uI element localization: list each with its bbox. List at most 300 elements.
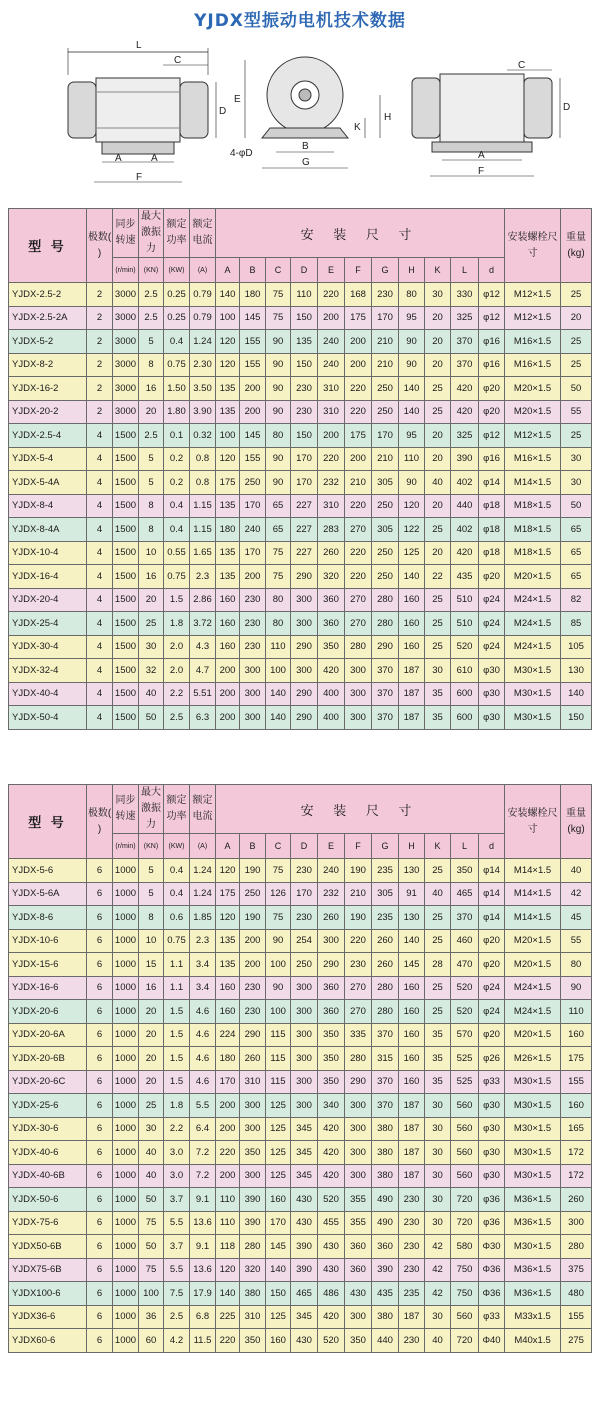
table-cell: 2.30	[190, 353, 216, 377]
table-cell: 20	[425, 494, 451, 518]
table-cell: 390	[372, 1258, 399, 1282]
table-cell: 280	[372, 588, 399, 612]
table-cell: φ20	[479, 1023, 505, 1047]
table-cell: 420	[318, 659, 345, 683]
table-cell: 42	[561, 882, 592, 906]
table-cell: 125	[399, 541, 425, 565]
header-rated-current: 额定电流	[190, 209, 216, 258]
dim-col-B: B	[240, 834, 266, 859]
table-cell: 90	[266, 400, 291, 424]
table-row	[9, 859, 592, 883]
table-cell: 150	[561, 706, 592, 730]
model-cell: YJDX-25-6	[9, 1094, 87, 1118]
table-cell: 300	[291, 1000, 318, 1024]
table-cell: M24×1.5	[505, 588, 561, 612]
table-cell: M20×1.5	[505, 565, 561, 589]
dim-E-label: E	[234, 94, 241, 105]
table-cell: M30×1.5	[505, 706, 561, 730]
table-cell: M20×1.5	[505, 953, 561, 977]
table-cell: 20	[425, 424, 451, 448]
table-cell: 8	[139, 353, 164, 377]
table-cell: 224	[216, 1023, 240, 1047]
table-cell: 5	[139, 859, 164, 883]
table-cell: 370	[372, 659, 399, 683]
table-cell: 4	[87, 612, 113, 636]
table-cell: φ24	[479, 588, 505, 612]
table-cell: 6.8	[190, 1305, 216, 1329]
table-cell: 300	[345, 706, 372, 730]
page-title: YJDX型振动电机技术数据	[194, 11, 406, 31]
table-cell: 260	[561, 1188, 592, 1212]
table-cell: 3000	[113, 353, 139, 377]
table-cell: 16	[139, 976, 164, 1000]
table-row	[9, 682, 592, 706]
table-cell: 460	[451, 929, 479, 953]
table-cell: φ20	[479, 400, 505, 424]
table-cell: 5.5	[164, 1211, 190, 1235]
table-cell: 30	[425, 1141, 451, 1165]
table-cell: 16	[139, 377, 164, 401]
table-cell: 60	[139, 1329, 164, 1353]
table-cell: 190	[345, 859, 372, 883]
table-cell: 4	[87, 471, 113, 495]
table-cell: φ30	[479, 1117, 505, 1141]
table-cell: 390	[291, 1258, 318, 1282]
table-cell: 16	[139, 565, 164, 589]
table-cell: 1000	[113, 1023, 139, 1047]
table-cell: 160	[399, 1000, 425, 1024]
table-cell: 560	[451, 1094, 479, 1118]
table-cell: 125	[266, 1094, 291, 1118]
table-cell: 187	[399, 1117, 425, 1141]
table-cell: 6	[87, 1141, 113, 1165]
table-cell: 3.4	[190, 976, 216, 1000]
table-cell: 345	[291, 1141, 318, 1165]
dim-D-label: D	[219, 106, 227, 117]
table-cell: 100	[139, 1282, 164, 1306]
unit-speed: (r/min)	[113, 258, 139, 283]
table-cell: 4	[87, 494, 113, 518]
table-cell: 240	[318, 353, 345, 377]
table-cell: 240	[240, 518, 266, 542]
header-rated-power: 额定功率	[164, 785, 190, 834]
table-cell: M18×1.5	[505, 494, 561, 518]
table-cell: 560	[451, 1117, 479, 1141]
table-cell: 140	[399, 565, 425, 589]
table-cell: 305	[372, 882, 399, 906]
table-cell: 350	[451, 859, 479, 883]
table-cell: 300	[291, 588, 318, 612]
table-cell: 6.4	[190, 1117, 216, 1141]
table-cell: 1000	[113, 1164, 139, 1188]
table-cell: 135	[216, 929, 240, 953]
table-cell: 220	[318, 447, 345, 471]
table-cell: 2.5	[139, 283, 164, 307]
table-cell: 310	[318, 494, 345, 518]
header-sync-speed: 同步转速	[113, 209, 139, 258]
table-row	[9, 283, 592, 307]
table-cell: 150	[291, 306, 318, 330]
model-cell: YJDX-15-6	[9, 953, 87, 977]
table-cell: 8	[139, 494, 164, 518]
table-cell: 375	[561, 1258, 592, 1282]
motor-drawings	[0, 30, 600, 200]
table-cell: 750	[451, 1258, 479, 1282]
dim-C-label: C	[174, 55, 182, 66]
table-cell: 65	[561, 565, 592, 589]
model-cell: YJDX50-6B	[9, 1235, 87, 1259]
table-cell: M36×1.5	[505, 1211, 561, 1235]
table-cell: 490	[372, 1188, 399, 1212]
table-cell: 3.50	[190, 377, 216, 401]
table-cell: 90	[399, 330, 425, 354]
model-cell: YJDX-25-4	[9, 612, 87, 636]
table-cell: 230	[240, 976, 266, 1000]
table-cell: 1.15	[190, 494, 216, 518]
table-cell: 4	[87, 706, 113, 730]
table-cell: 160	[399, 1023, 425, 1047]
model-cell: YJDX-30-4	[9, 635, 87, 659]
table-row	[9, 1164, 592, 1188]
table-cell: 3000	[113, 306, 139, 330]
table-cell: 1500	[113, 494, 139, 518]
model-cell: YJDX75-6B	[9, 1258, 87, 1282]
table-cell: 1.24	[190, 330, 216, 354]
dim-col-H: H	[399, 834, 425, 859]
table-cell: 4	[87, 424, 113, 448]
model-cell: YJDX60-6	[9, 1329, 87, 1353]
table-cell: 82	[561, 588, 592, 612]
table-cell: 1.5	[164, 588, 190, 612]
table-cell: 210	[372, 330, 399, 354]
table-cell: 25	[139, 1094, 164, 1118]
table-cell: φ18	[479, 494, 505, 518]
table-cell: 120	[216, 447, 240, 471]
table-cell: 170	[372, 424, 399, 448]
table-cell: 750	[451, 1282, 479, 1306]
table-cell: 1.5	[164, 1070, 190, 1094]
table-cell: M30×1.5	[505, 1141, 561, 1165]
table-cell: 90	[266, 353, 291, 377]
table-cell: 525	[451, 1070, 479, 1094]
table-row	[9, 471, 592, 495]
table-cell: 30	[425, 659, 451, 683]
table-cell: 25	[425, 1000, 451, 1024]
table-cell: 2.5	[139, 424, 164, 448]
table-row	[9, 588, 592, 612]
table-cell: 235	[399, 1282, 425, 1306]
table-cell: 200	[318, 306, 345, 330]
model-cell: YJDX-40-6	[9, 1141, 87, 1165]
table-cell: 118	[216, 1235, 240, 1259]
table-cell: 280	[561, 1235, 592, 1259]
table-cell: 570	[451, 1023, 479, 1047]
table-cell: 230	[240, 588, 266, 612]
table-cell: 80	[561, 953, 592, 977]
table-cell: 187	[399, 1141, 425, 1165]
table-cell: 360	[318, 588, 345, 612]
table-cell: 280	[345, 635, 372, 659]
table-cell: 187	[399, 706, 425, 730]
table-cell: 0.75	[164, 353, 190, 377]
table-cell: 300	[291, 1023, 318, 1047]
table-cell: 180	[240, 283, 266, 307]
table-cell: 300	[240, 682, 266, 706]
table-cell: 220	[345, 541, 372, 565]
table-cell: 25	[139, 612, 164, 636]
table-cell: 5	[139, 330, 164, 354]
table-cell: 300	[291, 1070, 318, 1094]
table-cell: φ36	[479, 1188, 505, 1212]
table-cell: 120	[216, 906, 240, 930]
table-cell: 420	[318, 1117, 345, 1141]
table-cell: 440	[451, 494, 479, 518]
model-cell: YJDX-8-4A	[9, 518, 87, 542]
model-cell: YJDX-30-6	[9, 1117, 87, 1141]
table-cell: 370	[451, 353, 479, 377]
table-cell: 1000	[113, 1282, 139, 1306]
table-cell: M26×1.5	[505, 1047, 561, 1071]
table-cell: 55	[561, 929, 592, 953]
table-cell: 1.15	[190, 518, 216, 542]
table-cell: 135	[216, 541, 240, 565]
table-cell: 232	[318, 882, 345, 906]
table-cell: 20	[139, 588, 164, 612]
table-cell: 0.1	[164, 424, 190, 448]
table-cell: 0.4	[164, 518, 190, 542]
table-cell: M30×1.5	[505, 1117, 561, 1141]
table-cell: 200	[240, 929, 266, 953]
table-row	[9, 400, 592, 424]
table-cell: 6	[87, 1305, 113, 1329]
model-cell: YJDX-10-4	[9, 541, 87, 565]
table-cell: 390	[240, 1211, 266, 1235]
table-cell: 380	[240, 1282, 266, 1306]
table-cell: 1000	[113, 929, 139, 953]
table-cell: 235	[372, 906, 399, 930]
header-sync-speed: 同步转速	[113, 785, 139, 834]
table-cell: 75	[266, 859, 291, 883]
table-cell: 465	[291, 1282, 318, 1306]
table-cell: 90	[266, 447, 291, 471]
table-cell: 300	[345, 1164, 372, 1188]
table-row	[9, 635, 592, 659]
table-cell: 300	[345, 659, 372, 683]
table-cell: 5.5	[164, 1258, 190, 1282]
table-cell: 1000	[113, 953, 139, 977]
table-cell: 210	[372, 353, 399, 377]
table-cell: 75	[139, 1211, 164, 1235]
table-cell: 1.85	[190, 906, 216, 930]
table-cell: 402	[451, 518, 479, 542]
table-cell: 25	[425, 612, 451, 636]
table-cell: 560	[451, 1141, 479, 1165]
table-cell: 1.80	[164, 400, 190, 424]
dim-L-label: L	[136, 40, 142, 51]
table-cell: 230	[399, 1258, 425, 1282]
table-row	[9, 377, 592, 401]
table-cell: 20	[139, 400, 164, 424]
table-cell: 25	[425, 588, 451, 612]
table-cell: 50	[139, 706, 164, 730]
table-cell: 250	[372, 377, 399, 401]
table-cell: 4.6	[190, 1047, 216, 1071]
table-cell: 35	[425, 1023, 451, 1047]
table-cell: 525	[451, 1047, 479, 1071]
table-cell: 720	[451, 1211, 479, 1235]
table-cell: 4.6	[190, 1023, 216, 1047]
table-cell: 270	[345, 588, 372, 612]
table-cell: 160	[399, 1047, 425, 1071]
table-cell: 120	[399, 494, 425, 518]
table-row	[9, 1117, 592, 1141]
table-cell: 430	[318, 1258, 345, 1282]
model-cell: YJDX-5-2	[9, 330, 87, 354]
table-cell: M24×1.5	[505, 976, 561, 1000]
table-cell: 1000	[113, 1211, 139, 1235]
table-cell: 135	[216, 494, 240, 518]
table-cell: 5	[139, 471, 164, 495]
table-cell: 1000	[113, 1188, 139, 1212]
model-cell: YJDX-8-2	[9, 353, 87, 377]
table-cell: 290	[291, 635, 318, 659]
table-cell: 100	[266, 1000, 291, 1024]
table-cell: 125	[266, 1164, 291, 1188]
table-row	[9, 447, 592, 471]
table-cell: 190	[345, 906, 372, 930]
table-cell: 6	[87, 976, 113, 1000]
table-cell: 140	[266, 682, 291, 706]
table-cell: 260	[240, 1047, 266, 1071]
table-cell: 25	[561, 424, 592, 448]
dim-C2-label: C	[518, 60, 526, 71]
table-cell: 175	[561, 1047, 592, 1071]
table-cell: 80	[266, 424, 291, 448]
table-cell: 170	[266, 1211, 291, 1235]
table-cell: φ24	[479, 635, 505, 659]
table-cell: 90	[561, 976, 592, 1000]
table-cell: 120	[216, 859, 240, 883]
table-cell: 25	[425, 518, 451, 542]
table-cell: 210	[372, 447, 399, 471]
table-cell: 110	[291, 283, 318, 307]
header-weight: 重量(kg)	[561, 785, 592, 859]
table-row	[9, 1023, 592, 1047]
table-cell: φ14	[479, 882, 505, 906]
table-row	[9, 1094, 592, 1118]
table-cell: 1500	[113, 541, 139, 565]
table-cell: φ16	[479, 330, 505, 354]
table-cell: 20	[139, 1047, 164, 1071]
table-cell: 355	[345, 1188, 372, 1212]
table-cell: 2.3	[190, 565, 216, 589]
table-cell: 40	[139, 1141, 164, 1165]
table-cell: 300	[240, 1117, 266, 1141]
table-cell: 6	[87, 859, 113, 883]
table-cell: 230	[399, 1235, 425, 1259]
table-cell: 115	[266, 1070, 291, 1094]
header-rated-current: 额定电流	[190, 785, 216, 834]
table-cell: 1500	[113, 447, 139, 471]
table-cell: 1000	[113, 1117, 139, 1141]
table-cell: 6	[87, 1000, 113, 1024]
model-cell: YJDX-50-6	[9, 1188, 87, 1212]
table-cell: M36×1.5	[505, 1188, 561, 1212]
table-cell: 75	[266, 565, 291, 589]
table-cell: 3000	[113, 400, 139, 424]
table-cell: 25	[425, 929, 451, 953]
table-cell: 145	[240, 306, 266, 330]
table-cell: 230	[240, 612, 266, 636]
table-cell: 330	[451, 283, 479, 307]
table-cell: 175	[216, 882, 240, 906]
table-cell: 170	[291, 447, 318, 471]
model-cell: YJDX-20-6B	[9, 1047, 87, 1071]
table-cell: M24×1.5	[505, 612, 561, 636]
table-cell: 40	[139, 1164, 164, 1188]
table-cell: 254	[291, 929, 318, 953]
table-cell: 250	[372, 400, 399, 424]
table-cell: 230	[399, 1188, 425, 1212]
table-cell: 220	[216, 1329, 240, 1353]
table-cell: 360	[318, 612, 345, 636]
table-cell: 95	[399, 306, 425, 330]
table-cell: 140	[399, 400, 425, 424]
table-cell: 91	[399, 882, 425, 906]
table-cell: 25	[561, 330, 592, 354]
dim-col-A: A	[216, 834, 240, 859]
table-cell: 210	[345, 882, 372, 906]
table-cell: 4	[87, 659, 113, 683]
table-cell: 355	[345, 1211, 372, 1235]
table-cell: 140	[561, 682, 592, 706]
table-cell: M36×1.5	[505, 1282, 561, 1306]
model-cell: YJDX100-6	[9, 1282, 87, 1306]
table-cell: 420	[318, 1305, 345, 1329]
table-cell: 35	[425, 1047, 451, 1071]
table-cell: 187	[399, 1305, 425, 1329]
end-view-drawing	[230, 30, 400, 195]
table-cell: 1.5	[164, 1047, 190, 1071]
spec-table-1	[8, 208, 592, 730]
table-cell: 125	[266, 1117, 291, 1141]
table-cell: 227	[291, 541, 318, 565]
model-cell: YJDX-40-4	[9, 682, 87, 706]
table-cell: 160	[399, 635, 425, 659]
table-cell: 140	[266, 706, 291, 730]
table-cell: 1500	[113, 706, 139, 730]
table-cell: 5.5	[190, 1094, 216, 1118]
table-cell: 42	[425, 1282, 451, 1306]
table-cell: 9.1	[190, 1235, 216, 1259]
table-row	[9, 494, 592, 518]
model-cell: YJDX-2.5-2A	[9, 306, 87, 330]
table-cell: 370	[451, 906, 479, 930]
table-cell: 30	[425, 1188, 451, 1212]
dim-col-E: E	[318, 834, 345, 859]
table-cell: 130	[561, 659, 592, 683]
table-cell: 32	[139, 659, 164, 683]
table-cell: 2.0	[164, 635, 190, 659]
table-cell: M33x1.5	[505, 1305, 561, 1329]
table-cell: Φ36	[479, 1258, 505, 1282]
table-cell: 580	[451, 1235, 479, 1259]
table-cell: 200	[240, 400, 266, 424]
dim-col-C: C	[266, 258, 291, 283]
dim-col-A: A	[216, 258, 240, 283]
table-cell: M20×1.5	[505, 377, 561, 401]
table-cell: 0.79	[190, 283, 216, 307]
